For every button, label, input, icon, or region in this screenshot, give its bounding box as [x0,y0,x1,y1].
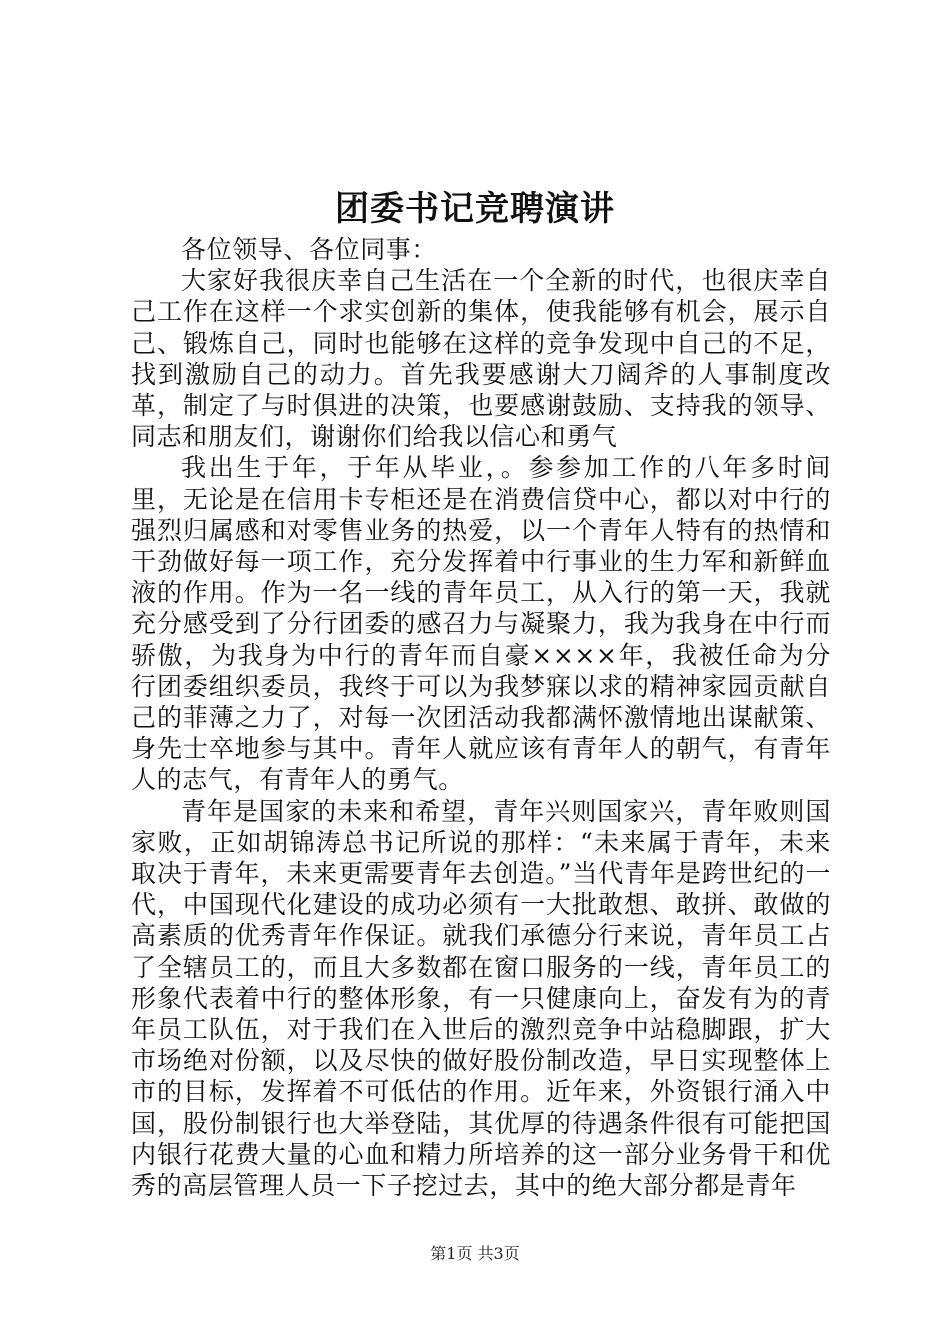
salutation-paragraph: 各位领导、各位同事： [181,235,438,264]
body-paragraph-1: 大家好我很庆幸自己生活在一个全新的时代，也很庆幸自己工作在这样一个求实创新的集体，使我能够有机会，展示自己、锻炼自己，同时也能够在这样的竞争发现中自己的不足，找到激励自己的动力。首先我要感谢大刀阔斧的人事制度改革，制定了与时俱进的决策，也要感谢鼓励、支持我的领导、同志和朋友们，谢谢你们给我以信心和勇气 [131,266,831,452]
document-body [131,234,831,1201]
page-footer: 第1页 共3页 [430,1244,520,1263]
body-paragraph-2: 我出生于年，于年从毕业，。参参加工作的八年多时间里，无论是在信用卡专柜还是在消费信贷中心，都以对中行的强烈归属感和对零售业务的热爱，以一个青年人特有的热情和干劲做好每一项工作，充分发挥着中行事业的生力军和新鲜血液的作用。作为一名一线的青年员工，从入行的第一天，我就充分感受到了分行团委的感召力与凝聚力，我为我身在中行而骄傲，为我身为中行的青年而自豪××××年，我被任命为分行团委组织委员，我终于可以为我梦寐以求的精神家园贡献自己的菲薄之力了，对每一次团活动我都满怀激情地出谋献策、身先士卒地参与其中。青年人就应该有青年人的朝气，有青年人的志气，有青年人的勇气。 [131,453,831,795]
body-paragraph-3: 青年是国家的未来和希望，青年兴则国家兴，青年败则国家败，正如胡锦涛总书记所说的那样：“未来属于青年，未来取决于青年，未来更需要青年去创造。”当代青年是跨世纪的一代，中国现代化建设的成功必须有一大批敢想、敢拼、敢做的高素质的优秀青年作保证。就我们承德分行来说，青年员工占了全辖员工的，而且大多数都在窗口服务的一线，青年员工的形象代表着中行的整体形象，有一只健康向上，奋发有为的青年员工队伍，对于我们在入世后的激烈竞争中站稳脚跟，扩大市场绝对份额，以及尽快的做好股份制改造，早日实现整体上市的目标，发挥着不可低估的作用。近年来，外资银行涌入中国，股份制银行也大举登陆，其优厚的待遇条件很有可能把国内银行花费大量的心血和精力所培养的这一部分业务骨干和优秀的高层管理人员一下子挖过去，其中的绝大部分都是青年 [131,796,831,1201]
document-title: 团委书记竞聘演讲 [335,189,615,229]
